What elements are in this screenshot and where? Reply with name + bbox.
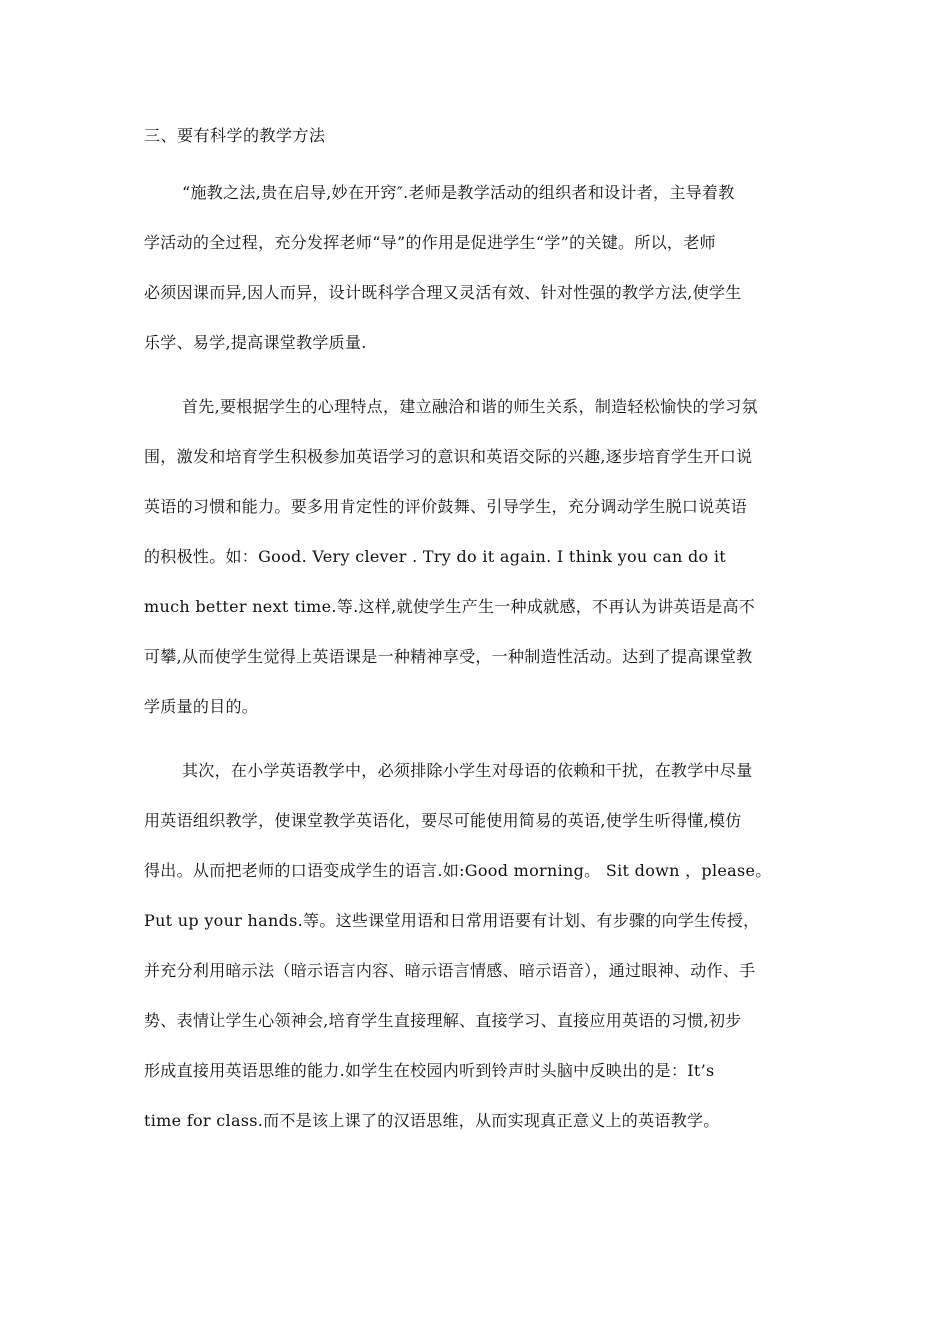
paragraph-line: 学质量的目的。	[144, 697, 259, 716]
paragraph-line: time for class.而不是该上课了的汉语思维，从而实现真正意义上的英语教学。	[144, 1111, 720, 1130]
paragraph-line: 得出。从而把老师的口语变成学生的语言.如:Good morning。 Sit down ，please。	[144, 861, 772, 880]
paragraph-first-point	[144, 382, 809, 732]
paragraph-line: 首先,要根据学生的心理特点，建立融洽和谐的师生关系，制造轻松愉快的学习氛	[182, 397, 758, 416]
paragraph-line: 围，激发和培育学生积极参加英语学习的意识和英语交际的兴趣,逐步培育学生开口说	[144, 447, 753, 466]
paragraph-line: 学活动的全过程，充分发挥老师“导”的作用是促进学生“学”的关键。所以，老师	[144, 233, 716, 252]
paragraph-line: 可攀,从而使学生觉得上英语课是一种精神享受，一种制造性活动。达到了提高课堂教	[144, 647, 753, 666]
paragraph-line: 形成直接用英语思维的能力.如学生在校园内听到铃声时头脑中反映出的是：It’s	[144, 1061, 715, 1080]
paragraph-line: 其次，在小学英语教学中，必须排除小学生对母语的依赖和干扰，在教学中尽量	[182, 761, 753, 780]
paragraph-line: 用英语组织教学，使课堂教学英语化，要尽可能使用简易的英语,使学生听得懂,模仿	[144, 811, 742, 830]
paragraph-line: 乐学、易学,提高课堂教学质量.	[144, 333, 367, 352]
document-page	[144, 118, 809, 1160]
paragraph-line: Put up your hands.等。这些课堂用语和日常用语要有计划、有步骤的向学生传授，	[144, 911, 760, 930]
paragraph-line: 势、表情让学生心领神会,培育学生直接理解、直接学习、直接应用英语的习惯,初步	[144, 1011, 742, 1030]
paragraph-teaching-method-intro	[144, 168, 809, 368]
paragraph-line: much better next time.等.这样,就使学生产生一种成就感，不再认为讲英语是高不	[144, 597, 756, 616]
section-heading: 三、要有科学的教学方法	[144, 126, 326, 145]
paragraph-second-point	[144, 746, 809, 1146]
paragraph-line: 的积极性。如：Good. Very clever . Try do it again. I think you can do it	[144, 547, 727, 566]
paragraph-line: 并充分利用暗示法（暗示语言内容、暗示语言情感、暗示语音），通过眼神、动作、手	[144, 961, 756, 980]
paragraph-line: 必须因课而异,因人而异，设计既科学合理又灵活有效、针对性强的教学方法,使学生	[144, 283, 742, 302]
paragraph-line: 英语的习惯和能力。要多用肯定性的评价鼓舞、引导学生，充分调动学生脱口说英语	[144, 497, 748, 516]
paragraph-line: “施教之法,贵在启导,妙在开窍″.老师是教学活动的组织者和设计者，主导着教	[182, 183, 735, 202]
